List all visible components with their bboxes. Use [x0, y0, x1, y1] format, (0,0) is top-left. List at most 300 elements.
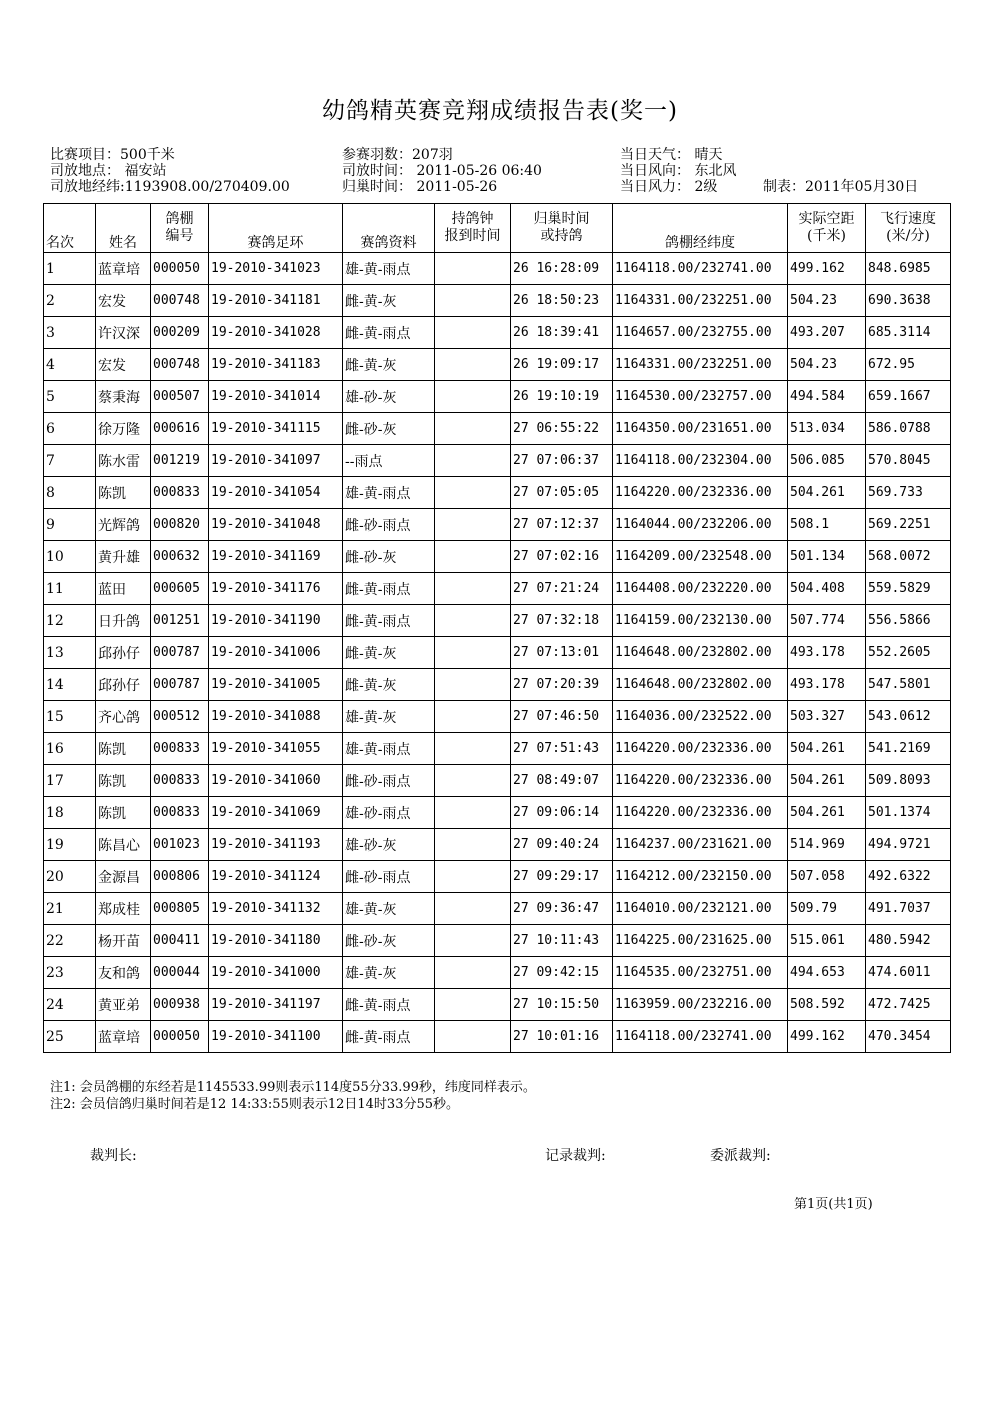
cell-ring-no: 19-2010-341176 [209, 573, 343, 605]
cell-bird-info: 雄-黄-雨点 [343, 733, 435, 765]
cell-owner-name: 许汉深 [96, 317, 151, 349]
cell-owner-name: 杨开苗 [96, 925, 151, 957]
cell-ring-no: 19-2010-341132 [209, 893, 343, 925]
results-table [43, 203, 951, 1053]
cell-owner-name: 蓝章培 [96, 253, 151, 285]
cell-distance: 507.774 [788, 605, 866, 637]
cell-owner-name: 陈凯 [96, 797, 151, 829]
cell-owner-name: 金源昌 [96, 861, 151, 893]
cell-return-time: 27 07:32:18 [511, 605, 613, 637]
cell-loft-no: 000748 [151, 349, 209, 381]
cell-speed: 659.1667 [866, 381, 951, 413]
cell-loft-no: 000787 [151, 669, 209, 701]
cell-loft-coords: 1164237.00/231621.00 [613, 829, 788, 861]
info-wind-force: 当日风力： 2级 [620, 179, 718, 195]
cell-speed: 547.5801 [866, 669, 951, 701]
cell-distance: 493.178 [788, 637, 866, 669]
cell-rank: 4 [44, 349, 96, 381]
cell-clock-time [435, 957, 511, 989]
cell-distance: 504.408 [788, 573, 866, 605]
cell-ring-no: 19-2010-341014 [209, 381, 343, 413]
info-weather: 当日天气： 晴天 [620, 147, 723, 163]
cell-loft-no: 000050 [151, 253, 209, 285]
cell-ring-no: 19-2010-341088 [209, 701, 343, 733]
header-speed-text: 飞行速度 (米/分) [880, 211, 936, 244]
cell-owner-name: 陈凯 [96, 477, 151, 509]
cell-loft-coords: 1164408.00/232220.00 [613, 573, 788, 605]
cell-distance: 504.261 [788, 733, 866, 765]
table-row [44, 413, 951, 445]
cell-ring-no: 19-2010-341181 [209, 285, 343, 317]
cell-rank: 13 [44, 637, 96, 669]
cell-rank: 2 [44, 285, 96, 317]
cell-owner-name: 宏发 [96, 349, 151, 381]
header-rank: 名次 [44, 204, 96, 253]
cell-rank: 11 [44, 573, 96, 605]
cell-speed: 541.2169 [866, 733, 951, 765]
cell-bird-info: 雌-砂-雨点 [343, 861, 435, 893]
cell-bird-info: 雄-砂-灰 [343, 829, 435, 861]
cell-speed: 570.8045 [866, 445, 951, 477]
cell-distance: 494.584 [788, 381, 866, 413]
cell-clock-time [435, 733, 511, 765]
cell-distance: 493.207 [788, 317, 866, 349]
cell-return-time: 26 18:39:41 [511, 317, 613, 349]
info-entries: 参赛羽数：207羽 [342, 147, 453, 163]
cell-loft-coords: 1164220.00/232336.00 [613, 733, 788, 765]
cell-bird-info: 雄-黄-雨点 [343, 477, 435, 509]
table-row [44, 765, 951, 797]
cell-ring-no: 19-2010-341055 [209, 733, 343, 765]
cell-distance: 503.327 [788, 701, 866, 733]
cell-loft-coords: 1164220.00/232336.00 [613, 797, 788, 829]
table-row [44, 861, 951, 893]
cell-return-time: 27 07:06:37 [511, 445, 613, 477]
cell-loft-coords: 1164118.00/232304.00 [613, 445, 788, 477]
cell-speed: 470.3454 [866, 1021, 951, 1053]
cell-loft-coords: 1163959.00/232216.00 [613, 989, 788, 1021]
cell-clock-time [435, 893, 511, 925]
cell-owner-name: 日升鸽 [96, 605, 151, 637]
note-2: 注2: 会员信鸽归巢时间若是12 14:33:55则表示12日14时33分55秒。 [50, 1097, 460, 1112]
info-release-time: 司放时间： 2011-05-26 06:40 [342, 163, 542, 179]
cell-bird-info: 雌-砂-雨点 [343, 509, 435, 541]
cell-speed: 474.6011 [866, 957, 951, 989]
cell-bird-info: 雌-砂-灰 [343, 541, 435, 573]
cell-loft-no: 000833 [151, 765, 209, 797]
cell-loft-no: 000833 [151, 733, 209, 765]
cell-owner-name: 友和鸽 [96, 957, 151, 989]
cell-loft-no: 001219 [151, 445, 209, 477]
header-return-time [511, 204, 613, 253]
cell-clock-time [435, 669, 511, 701]
cell-clock-time [435, 1021, 511, 1053]
cell-speed: 848.6985 [866, 253, 951, 285]
cell-bird-info: 雌-黄-雨点 [343, 573, 435, 605]
cell-return-time: 27 09:36:47 [511, 893, 613, 925]
cell-return-time: 27 07:12:37 [511, 509, 613, 541]
table-row [44, 477, 951, 509]
header-distance-text: 实际空距 (千米) [798, 211, 855, 244]
info-coords: 司放地经纬:1193908.00/270409.00 [50, 179, 290, 195]
cell-rank: 9 [44, 509, 96, 541]
cell-speed: 509.8093 [866, 765, 951, 797]
cell-bird-info: 雄-黄-灰 [343, 893, 435, 925]
cell-speed: 480.5942 [866, 925, 951, 957]
cell-ring-no: 19-2010-341124 [209, 861, 343, 893]
header-distance [788, 204, 866, 253]
cell-bird-info: 雄-黄-灰 [343, 957, 435, 989]
cell-speed: 556.5866 [866, 605, 951, 637]
cell-speed: 569.733 [866, 477, 951, 509]
cell-bird-info: --雨点 [343, 445, 435, 477]
cell-bird-info: 雄-砂-灰 [343, 381, 435, 413]
header-loft-no [151, 204, 209, 253]
cell-clock-time [435, 541, 511, 573]
info-made-date: 制表：2011年05月30日 [763, 179, 919, 195]
cell-loft-no: 000507 [151, 381, 209, 413]
table-row [44, 925, 951, 957]
cell-rank: 5 [44, 381, 96, 413]
cell-distance: 499.162 [788, 253, 866, 285]
cell-clock-time [435, 477, 511, 509]
cell-bird-info: 雌-黄-雨点 [343, 605, 435, 637]
cell-loft-no: 000806 [151, 861, 209, 893]
cell-speed: 491.7037 [866, 893, 951, 925]
header-loft-coords: 鸽棚经纬度 [613, 204, 788, 253]
cell-owner-name: 陈凯 [96, 733, 151, 765]
cell-clock-time [435, 381, 511, 413]
results-body [44, 253, 951, 1053]
table-row [44, 669, 951, 701]
cell-loft-no: 000605 [151, 573, 209, 605]
cell-speed: 472.7425 [866, 989, 951, 1021]
cell-bird-info: 雌-砂-灰 [343, 925, 435, 957]
cell-owner-name: 光辉鸽 [96, 509, 151, 541]
cell-owner-name: 徐万隆 [96, 413, 151, 445]
cell-loft-coords: 1164331.00/232251.00 [613, 285, 788, 317]
cell-owner-name: 蓝田 [96, 573, 151, 605]
cell-loft-no: 000938 [151, 989, 209, 1021]
table-row [44, 285, 951, 317]
cell-rank: 24 [44, 989, 96, 1021]
cell-rank: 20 [44, 861, 96, 893]
cell-rank: 3 [44, 317, 96, 349]
table-header-row [44, 204, 951, 253]
cell-ring-no: 19-2010-341048 [209, 509, 343, 541]
cell-rank: 8 [44, 477, 96, 509]
cell-return-time: 27 07:02:16 [511, 541, 613, 573]
cell-ring-no: 19-2010-341197 [209, 989, 343, 1021]
header-bird-info: 赛鸽资料 [343, 204, 435, 253]
cell-clock-time [435, 573, 511, 605]
cell-return-time: 27 10:01:16 [511, 1021, 613, 1053]
cell-bird-info: 雌-黄-雨点 [343, 1021, 435, 1053]
cell-distance: 508.592 [788, 989, 866, 1021]
cell-owner-name: 邱孙仔 [96, 637, 151, 669]
cell-loft-no: 000050 [151, 1021, 209, 1053]
cell-return-time: 26 19:09:17 [511, 349, 613, 381]
cell-loft-coords: 1164331.00/232251.00 [613, 349, 788, 381]
cell-speed: 672.95 [866, 349, 951, 381]
cell-ring-no: 19-2010-341183 [209, 349, 343, 381]
note-1: 注1: 会员鸽棚的东经若是1145533.99则表示114度55分33.99秒，纬度同样表示。 [50, 1080, 536, 1095]
cell-bird-info: 雌-砂-雨点 [343, 765, 435, 797]
cell-rank: 14 [44, 669, 96, 701]
cell-rank: 18 [44, 797, 96, 829]
table-row [44, 573, 951, 605]
cell-loft-no: 000616 [151, 413, 209, 445]
cell-return-time: 27 09:42:15 [511, 957, 613, 989]
cell-distance: 506.085 [788, 445, 866, 477]
cell-return-time: 27 07:46:50 [511, 701, 613, 733]
cell-loft-coords: 1164657.00/232755.00 [613, 317, 788, 349]
notes [50, 1079, 536, 1113]
cell-ring-no: 19-2010-341023 [209, 253, 343, 285]
table-row [44, 317, 951, 349]
cell-owner-name: 郑成桂 [96, 893, 151, 925]
page-number: 第1页(共1页) [794, 1197, 873, 1212]
cell-loft-coords: 1164350.00/231651.00 [613, 413, 788, 445]
cell-owner-name: 齐心鸽 [96, 701, 151, 733]
cell-loft-coords: 1164118.00/232741.00 [613, 1021, 788, 1053]
cell-loft-no: 000833 [151, 477, 209, 509]
cell-rank: 22 [44, 925, 96, 957]
info-return-time: 归巢时间： 2011-05-26 [342, 179, 498, 195]
cell-ring-no: 19-2010-341193 [209, 829, 343, 861]
cell-owner-name: 邱孙仔 [96, 669, 151, 701]
cell-ring-no: 19-2010-341100 [209, 1021, 343, 1053]
header-speed [866, 204, 951, 253]
cell-owner-name: 陈水雷 [96, 445, 151, 477]
cell-owner-name: 宏发 [96, 285, 151, 317]
header-return-time-text: 归巢时间 或持鸽 [533, 211, 590, 244]
cell-distance: 504.261 [788, 477, 866, 509]
cell-clock-time [435, 509, 511, 541]
table-row [44, 509, 951, 541]
cell-rank: 16 [44, 733, 96, 765]
cell-loft-coords: 1164220.00/232336.00 [613, 765, 788, 797]
cell-clock-time [435, 861, 511, 893]
cell-return-time: 27 06:55:22 [511, 413, 613, 445]
cell-ring-no: 19-2010-341097 [209, 445, 343, 477]
cell-loft-coords: 1164209.00/232548.00 [613, 541, 788, 573]
cell-ring-no: 19-2010-341005 [209, 669, 343, 701]
table-row [44, 701, 951, 733]
header-ring: 赛鸽足环 [209, 204, 343, 253]
cell-rank: 1 [44, 253, 96, 285]
cell-clock-time [435, 285, 511, 317]
cell-return-time: 26 16:28:09 [511, 253, 613, 285]
cell-clock-time [435, 925, 511, 957]
report-title: 幼鸽精英赛竞翔成绩报告表(奖一) [322, 98, 678, 124]
cell-distance: 515.061 [788, 925, 866, 957]
cell-loft-no: 000209 [151, 317, 209, 349]
cell-distance: 501.134 [788, 541, 866, 573]
cell-clock-time [435, 989, 511, 1021]
cell-clock-time [435, 765, 511, 797]
cell-speed: 569.2251 [866, 509, 951, 541]
cell-owner-name: 蔡秉海 [96, 381, 151, 413]
header-clock-time [435, 204, 511, 253]
header-name: 姓名 [96, 204, 151, 253]
cell-clock-time [435, 317, 511, 349]
cell-clock-time [435, 637, 511, 669]
cell-owner-name: 陈凯 [96, 765, 151, 797]
cell-rank: 15 [44, 701, 96, 733]
header-clock-time-text: 持鸽钟 报到时间 [444, 211, 501, 244]
table-row [44, 445, 951, 477]
cell-loft-coords: 1164159.00/232130.00 [613, 605, 788, 637]
table-row [44, 253, 951, 285]
cell-rank: 12 [44, 605, 96, 637]
cell-speed: 492.6322 [866, 861, 951, 893]
chief-referee-label: 裁判长: [90, 1148, 137, 1164]
cell-return-time: 26 19:10:19 [511, 381, 613, 413]
delegated-referee-label: 委派裁判: [710, 1148, 771, 1164]
cell-bird-info: 雄-黄-灰 [343, 701, 435, 733]
cell-ring-no: 19-2010-341169 [209, 541, 343, 573]
cell-ring-no: 19-2010-341180 [209, 925, 343, 957]
cell-bird-info: 雄-黄-雨点 [343, 253, 435, 285]
cell-speed: 543.0612 [866, 701, 951, 733]
table-row [44, 989, 951, 1021]
info-wind-direction: 当日风向： 东北风 [620, 163, 737, 179]
info-location: 司放地点： 福安站 [50, 163, 167, 179]
cell-ring-no: 19-2010-341006 [209, 637, 343, 669]
cell-owner-name: 黄亚弟 [96, 989, 151, 1021]
cell-return-time: 27 10:11:43 [511, 925, 613, 957]
cell-bird-info: 雌-黄-雨点 [343, 317, 435, 349]
table-row [44, 541, 951, 573]
cell-return-time: 26 18:50:23 [511, 285, 613, 317]
recording-referee-label: 记录裁判: [545, 1148, 606, 1164]
cell-bird-info: 雌-黄-灰 [343, 349, 435, 381]
cell-loft-coords: 1164044.00/232206.00 [613, 509, 788, 541]
cell-loft-no: 000748 [151, 285, 209, 317]
cell-loft-no: 000787 [151, 637, 209, 669]
cell-ring-no: 19-2010-341054 [209, 477, 343, 509]
cell-speed: 568.0072 [866, 541, 951, 573]
cell-clock-time [435, 349, 511, 381]
cell-bird-info: 雄-砂-雨点 [343, 797, 435, 829]
cell-clock-time [435, 445, 511, 477]
cell-loft-no: 000512 [151, 701, 209, 733]
cell-return-time: 27 07:13:01 [511, 637, 613, 669]
cell-distance: 509.79 [788, 893, 866, 925]
cell-loft-coords: 1164212.00/232150.00 [613, 861, 788, 893]
cell-speed: 586.0788 [866, 413, 951, 445]
cell-bird-info: 雌-黄-雨点 [343, 989, 435, 1021]
cell-distance: 504.261 [788, 797, 866, 829]
cell-loft-no: 000833 [151, 797, 209, 829]
table-row [44, 637, 951, 669]
cell-distance: 494.653 [788, 957, 866, 989]
table-row [44, 829, 951, 861]
cell-loft-coords: 1164225.00/231625.00 [613, 925, 788, 957]
cell-loft-coords: 1164010.00/232121.00 [613, 893, 788, 925]
cell-loft-no: 000805 [151, 893, 209, 925]
cell-speed: 685.3114 [866, 317, 951, 349]
cell-speed: 690.3638 [866, 285, 951, 317]
cell-clock-time [435, 829, 511, 861]
cell-bird-info: 雌-黄-灰 [343, 669, 435, 701]
cell-speed: 552.2605 [866, 637, 951, 669]
cell-owner-name: 蓝章培 [96, 1021, 151, 1053]
cell-loft-no: 000820 [151, 509, 209, 541]
cell-distance: 513.034 [788, 413, 866, 445]
cell-ring-no: 19-2010-341060 [209, 765, 343, 797]
cell-speed: 494.9721 [866, 829, 951, 861]
cell-loft-no: 000632 [151, 541, 209, 573]
cell-return-time: 27 07:20:39 [511, 669, 613, 701]
cell-distance: 493.178 [788, 669, 866, 701]
cell-rank: 10 [44, 541, 96, 573]
cell-distance: 514.969 [788, 829, 866, 861]
cell-loft-coords: 1164535.00/232751.00 [613, 957, 788, 989]
cell-clock-time [435, 413, 511, 445]
cell-loft-no: 001023 [151, 829, 209, 861]
cell-distance: 499.162 [788, 1021, 866, 1053]
cell-ring-no: 19-2010-341190 [209, 605, 343, 637]
cell-distance: 508.1 [788, 509, 866, 541]
cell-clock-time [435, 253, 511, 285]
table-row [44, 605, 951, 637]
cell-ring-no: 19-2010-341000 [209, 957, 343, 989]
cell-ring-no: 19-2010-341028 [209, 317, 343, 349]
cell-return-time: 27 08:49:07 [511, 765, 613, 797]
cell-return-time: 27 10:15:50 [511, 989, 613, 1021]
cell-distance: 504.23 [788, 285, 866, 317]
cell-loft-coords: 1164220.00/232336.00 [613, 477, 788, 509]
cell-owner-name: 陈昌心 [96, 829, 151, 861]
cell-loft-coords: 1164118.00/232741.00 [613, 253, 788, 285]
cell-clock-time [435, 605, 511, 637]
cell-return-time: 27 09:06:14 [511, 797, 613, 829]
cell-bird-info: 雌-黄-灰 [343, 285, 435, 317]
cell-return-time: 27 09:29:17 [511, 861, 613, 893]
cell-ring-no: 19-2010-341115 [209, 413, 343, 445]
cell-rank: 6 [44, 413, 96, 445]
cell-loft-no: 000044 [151, 957, 209, 989]
cell-return-time: 27 07:51:43 [511, 733, 613, 765]
cell-distance: 507.058 [788, 861, 866, 893]
cell-return-time: 27 07:21:24 [511, 573, 613, 605]
cell-bird-info: 雌-砂-灰 [343, 413, 435, 445]
cell-bird-info: 雌-黄-灰 [343, 637, 435, 669]
cell-loft-coords: 1164648.00/232802.00 [613, 637, 788, 669]
table-row [44, 957, 951, 989]
header-loft-no-text: 鸽棚 编号 [165, 211, 194, 244]
info-event: 比赛项目：500千米 [50, 147, 175, 163]
cell-ring-no: 19-2010-341069 [209, 797, 343, 829]
cell-rank: 21 [44, 893, 96, 925]
cell-loft-no: 000411 [151, 925, 209, 957]
cell-rank: 17 [44, 765, 96, 797]
cell-owner-name: 黄升雄 [96, 541, 151, 573]
cell-speed: 501.1374 [866, 797, 951, 829]
table-row [44, 349, 951, 381]
cell-loft-coords: 1164530.00/232757.00 [613, 381, 788, 413]
cell-clock-time [435, 797, 511, 829]
cell-return-time: 27 09:40:24 [511, 829, 613, 861]
table-row [44, 893, 951, 925]
cell-clock-time [435, 701, 511, 733]
cell-loft-no: 001251 [151, 605, 209, 637]
table-row [44, 797, 951, 829]
cell-rank: 23 [44, 957, 96, 989]
cell-rank: 25 [44, 1021, 96, 1053]
